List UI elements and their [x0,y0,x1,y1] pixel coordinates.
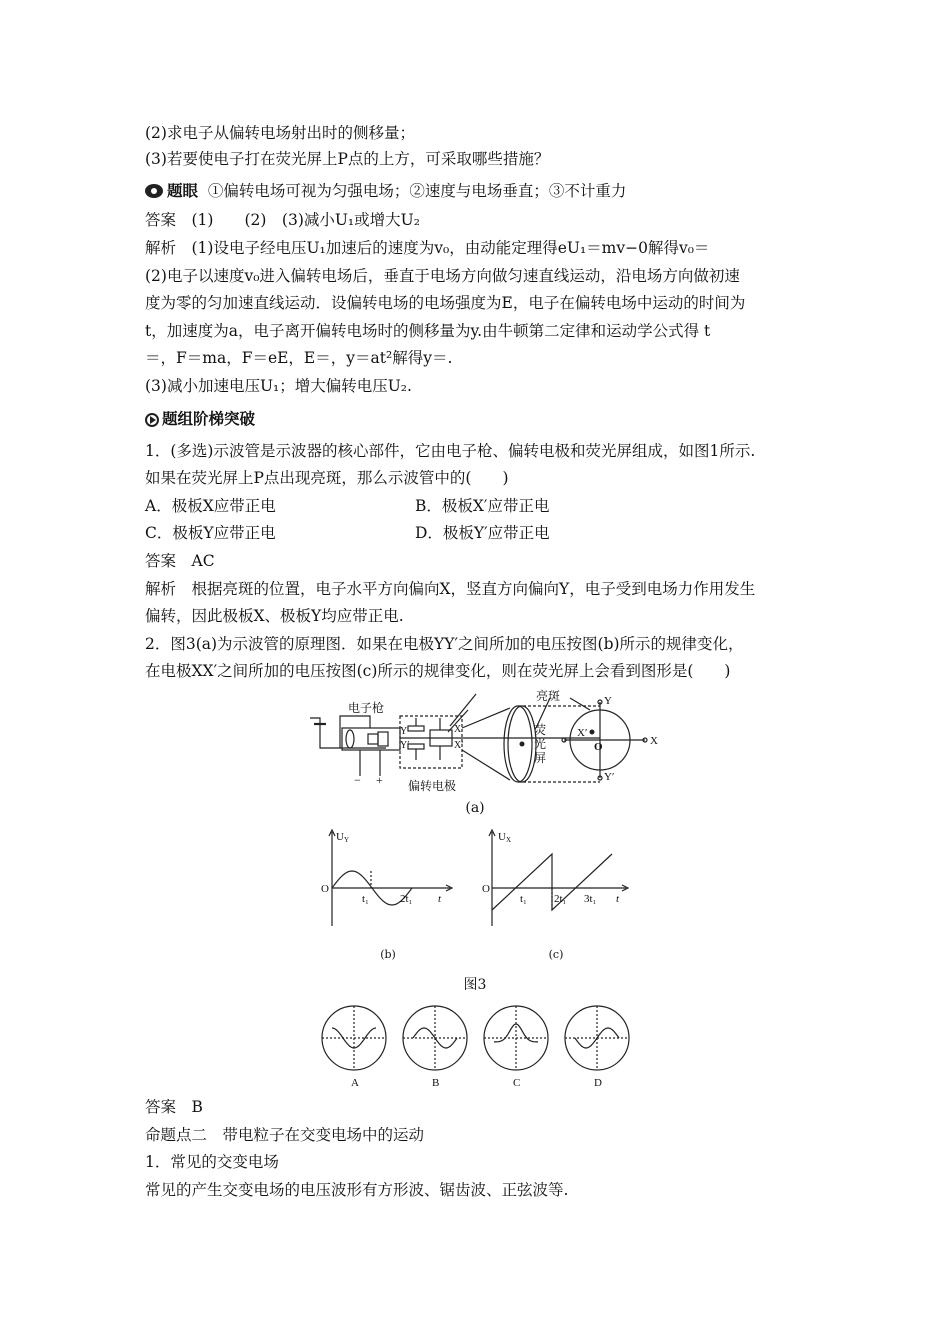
plate-label: Y [400,726,408,737]
option-b: B．极板X′应带正电 [415,497,550,515]
plate-label: Y′ [400,740,410,751]
tick-label: 3t₁ [584,893,597,905]
option-d-label: D [594,1077,602,1089]
tiyan-text: ①偏转电场可视为匀强电场；②速度与电场垂直；③不计重力 [207,182,627,200]
axis-xp-label: X′ [577,727,588,739]
option-a: A．极板X应带正电 [145,497,276,515]
figure-3-caption: 图3 [463,977,487,993]
analysis-line: 偏转，因此极板X、极板Y均应带正电. [145,607,404,625]
screen-label: 光 [534,737,547,751]
ux-waveform-graph [482,826,632,934]
caption-b: (b) [380,948,396,961]
t-axis-label: t [438,893,442,905]
minus-sign: − [354,773,361,787]
question-2-line: 在电极XX′之间所加的电压按图(c)所示的规律变化，则在荧光屏上会看到图形是( ) [145,662,731,680]
origin-label: O [594,741,603,753]
origin-label: O [482,883,490,895]
text-line: (2)电子以速度v₀进入偏转电场后，垂直于电场方向做匀速直线运动，沿电场方向做初速 [145,267,740,285]
section-title: 题组阶梯突破 [162,409,256,428]
tick-label: 2t₁ [400,893,413,905]
section-heading [145,408,815,430]
option-c: C．极板Y应带正电 [145,524,276,542]
tiyan-line [145,180,815,202]
answer-line: 答案 AC [145,552,215,570]
question-1-line: 如果在荧光屏上P点出现亮斑，那么示波管中的( ) [145,469,509,487]
spot-label: 亮斑 [536,689,561,703]
subheading: 1．常见的交变电场 [145,1153,279,1171]
answer-line: 答案 B [145,1098,203,1116]
tiyan-label: 题眼 [167,181,199,200]
text-line: t，加速度为a，电子离开偏转电场时的侧移量为y.由牛顿第二定律和运动学公式得 t [145,322,711,340]
option-a-label: A [351,1077,359,1089]
ux-label: UX [498,831,512,844]
plus-sign: + [376,773,383,787]
text-line: (3)减小加速电压U₁；增大偏转电压U₂. [145,377,412,395]
axis-yp-label: Y′ [604,771,615,783]
screen-label: 屏 [534,751,547,765]
text-line: (2)求电子从偏转电场射出时的侧移量； [145,124,415,142]
gun-label: 电子枪 [348,701,385,715]
axis-x-label: X [650,735,658,747]
text-line: 常见的产生交变电场的电压波形有方形波、锯齿波、正弦波等. [145,1181,569,1199]
answer-options-figures [318,1000,638,1092]
spot-dot [520,742,525,747]
axis-y-label: Y [604,695,612,707]
question-2-line: 2．图3(a)为示波管的原理图．如果在电极YY′之间所加的电压按图(b)所示的规律变化， [145,635,744,653]
text-line: 度为零的匀加速直线运动．设偏转电场的电场强度为E，电子在偏转电场中运动的时间为 [145,294,746,312]
play-circle-icon [145,413,159,427]
answer-line: 答案 (1) (2) (3)减小U₁或增大U₂ [145,211,420,229]
analysis-line: 解析 根据亮斑的位置，电子水平方向偏向X，竖直方向偏向Y，电子受到电场力作用发生 [145,580,756,598]
t-axis-label: t [616,893,620,905]
spot-dot [590,730,595,735]
option-d: D．极板Y′应带正电 [415,524,550,542]
caption-c: (c) [548,948,564,961]
option-c-label: C [513,1077,521,1089]
plate-label: X [454,724,462,735]
plate-label: X′ [454,740,464,751]
question-1-line: 1．(多选)示波管是示波器的核心部件，它由电子枪、偏转电极和荧光屏组成，如图1所示. [145,442,756,460]
uy-label: UY [336,831,350,844]
deflect-label: 偏转电极 [408,779,457,793]
option-b-label: B [432,1077,440,1089]
tick-label: t₁ [520,893,527,905]
text-line: ＝，F＝ma，F＝eE，E＝，y＝at²解得y＝. [145,349,453,367]
eye-icon [145,184,163,198]
topic-heading: 命题点二 带电粒子在交变电场中的运动 [145,1126,425,1144]
screen-label: 荧 [534,723,547,737]
analysis-line: 解析 (1)设电子经电压U₁加速后的速度为v₀，由动能定理得eU₁＝mv−0解得v₀＝ [145,239,710,257]
caption-a: (a) [465,800,485,816]
uy-waveform-graph [318,826,458,934]
text-line: (3)若要使电子打在荧光屏上P点的上方，可采取哪些措施？ [145,150,550,168]
tick-label: t₁ [362,893,369,905]
origin-label: O [321,883,329,895]
tick-label: 2t₁ [554,893,567,905]
oscilloscope-tube-diagram [300,688,680,796]
